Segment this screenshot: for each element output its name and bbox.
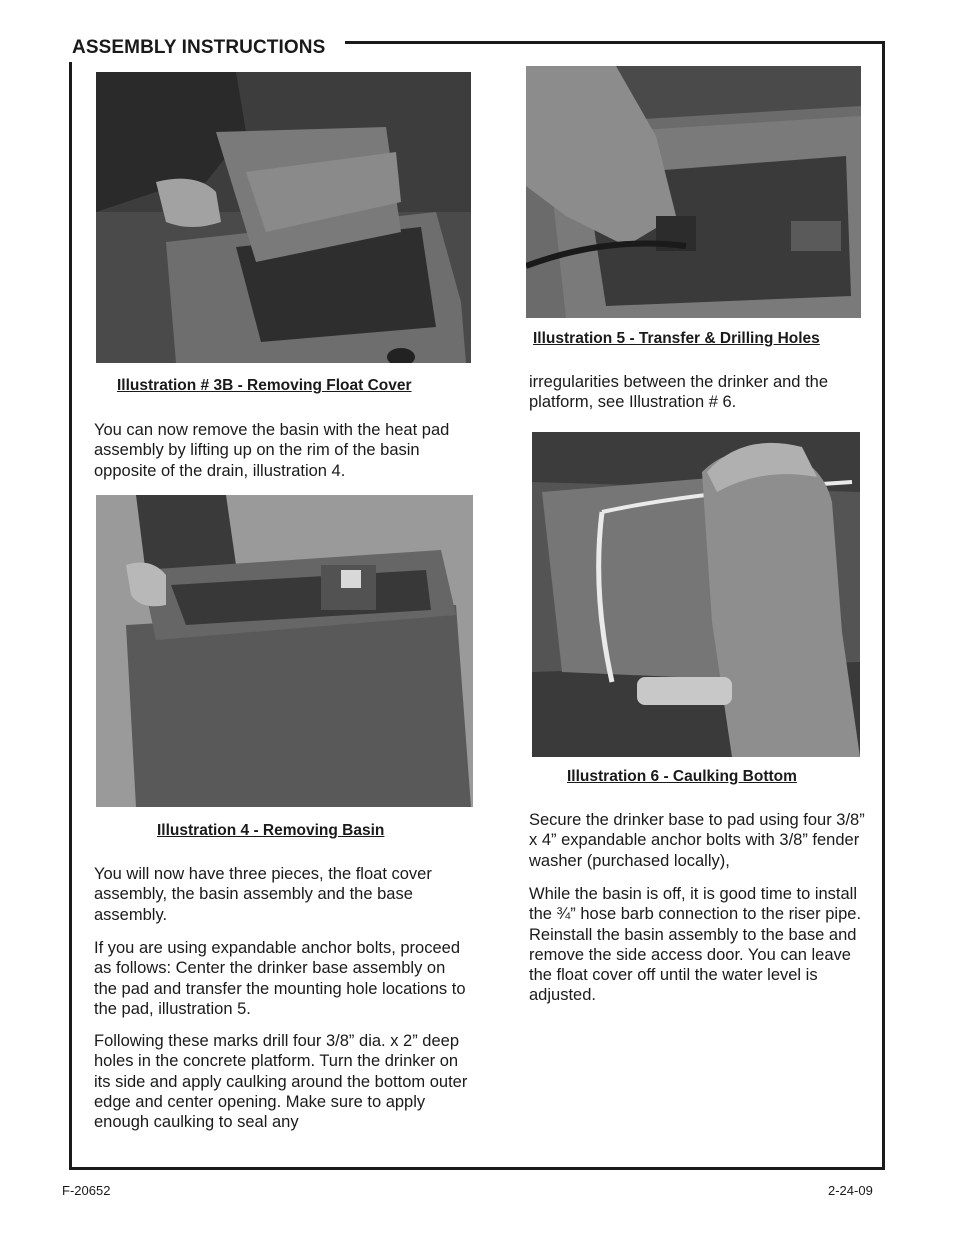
drilling-paragraph: Following these marks drill four 3/8” dia. x 2” deep holes in the concrete platform. Turn the drinker on its side and apply caulking around the bottom outer edge and center opening. Make sure to apply enough caulking to seal any <box>94 1032 468 1132</box>
section-title: ASSEMBLY INSTRUCTIONS <box>72 37 326 58</box>
basin-removal-paragraph: You can now remove the basin with the heat pad assembly by lifting up on the rim of the basin opposite of the drain, illustration 4. <box>94 421 450 480</box>
frame-top-border <box>345 41 885 44</box>
secure-base-paragraph: Secure the drinker base to pad using four 3/8” x 4” expandable anchor bolts with 3/8” fender washer (purchased locally), <box>529 811 865 870</box>
illustration-3b-photo <box>96 72 471 363</box>
illustration-3b-caption: Illustration # 3B - Removing Float Cover <box>117 377 412 394</box>
illustration-5-caption: Illustration 5 - Transfer & Drilling Holes <box>533 330 820 347</box>
frame-bottom-border <box>69 1167 885 1170</box>
frame-left-border <box>69 62 72 1170</box>
illustration-4-caption: Illustration 4 - Removing Basin <box>157 822 385 839</box>
document-number: F-20652 <box>62 1183 111 1198</box>
irregularities-paragraph: irregularities between the drinker and the platform, see Illustration # 6. <box>529 373 829 412</box>
hose-barb-paragraph: While the basin is off, it is good time to install the ¾” hose barb connection to the riser pipe. Reinstall the basin assembly to the base and remove the side access door. You can leave the float cover off until the water level is adjusted. <box>529 885 862 1005</box>
illustration-5-photo <box>526 66 861 318</box>
document-date: 2-24-09 <box>828 1183 873 1198</box>
illustration-6-caption: Illustration 6 - Caulking Bottom <box>567 768 797 785</box>
illustration-4-photo <box>96 495 473 807</box>
three-pieces-paragraph: You will now have three pieces, the float cover assembly, the basin assembly and the base assembly. <box>94 865 432 924</box>
illustration-6-photo <box>532 432 860 757</box>
frame-right-border <box>882 41 885 1170</box>
anchor-bolts-paragraph: If you are using expandable anchor bolts, proceed as follows: Center the drinker base assembly on the pad and transfer the mounting hole locations to the pad, illustration 5. <box>94 939 466 1018</box>
